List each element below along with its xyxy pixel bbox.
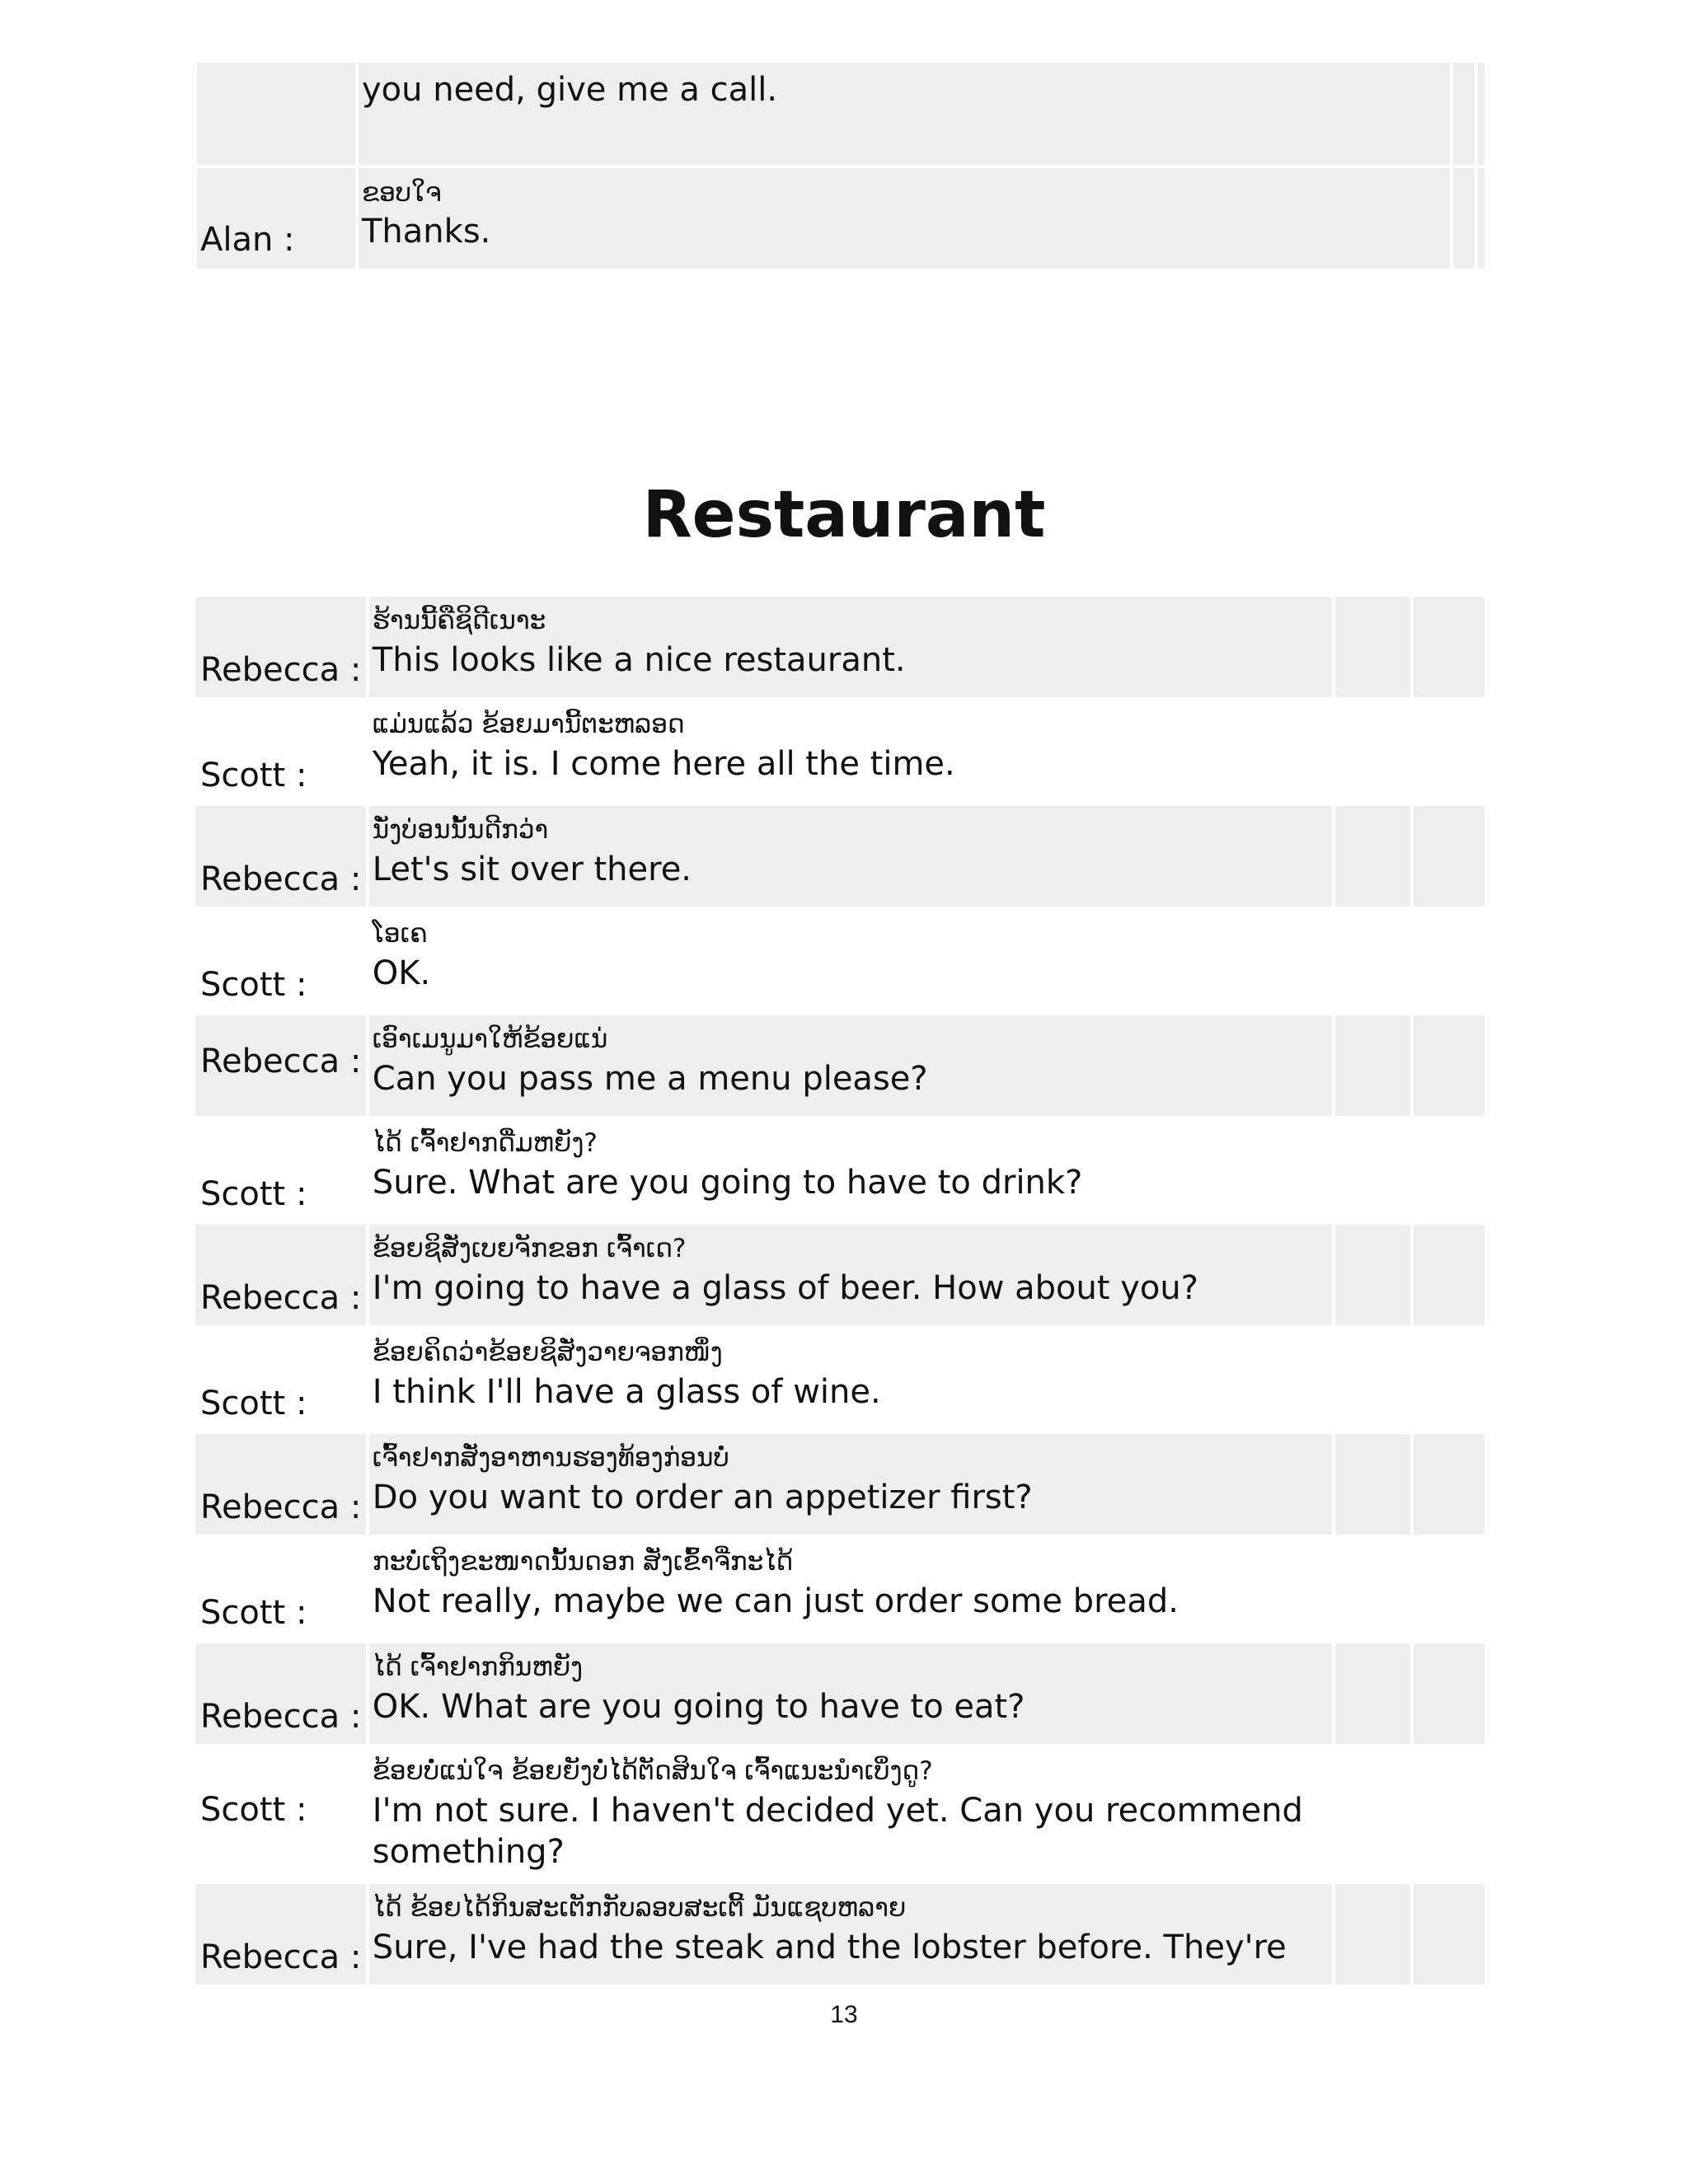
- empty-cell: [1335, 1225, 1409, 1325]
- empty-cell: [1414, 1434, 1484, 1535]
- empty-cell: [1335, 1538, 1409, 1640]
- english-line: Thanks.: [362, 213, 491, 251]
- empty-cell: [1335, 597, 1409, 697]
- lao-line: ເອົາເມນູມາໃຫ້ຂ້ອຍແນ່: [372, 1024, 608, 1054]
- empty-cell: [1414, 1015, 1484, 1116]
- lao-line: ຂ້ອຍຄິດວ່າຂ້ອຍຊິສັ່ງວາຍຈອກໜຶ່ງ: [372, 1338, 723, 1367]
- english-line: Sure, I've had the steak and the lobster before. They're: [372, 1929, 1287, 1966]
- empty-cell: [1414, 910, 1484, 1012]
- english-line: Can you pass me a menu please?: [372, 1060, 928, 1098]
- speaker-cell: Alan :: [197, 168, 355, 269]
- line-cell: [369, 1643, 1333, 1744]
- line-cell: [369, 1747, 1333, 1881]
- line-cell: [359, 63, 1450, 165]
- lao-line: ຂ້ອຍບໍ່ແນ່ໃຈ ຂ້ອຍຍັງບໍ່ໄດ້ຕັດສິນໃຈ ເຈົ້າແນະນຳເບິ່ງດູ?: [372, 1756, 933, 1786]
- line-cell: [369, 701, 1333, 803]
- speaker-cell: Scott :: [200, 1791, 307, 1829]
- english-line: I'm going to have a glass of beer. How about you?: [372, 1269, 1198, 1307]
- empty-cell: [1414, 1119, 1484, 1221]
- english-line: Not really, maybe we can just order some bread.: [372, 1582, 1179, 1620]
- lao-line: ໄດ້ ຂ້ອຍໄດ້ກິນສະເຕັກກັບລອບສະເຕີ້ ມັນແຊບຫລາຍ: [372, 1893, 907, 1923]
- speaker-cell: Rebecca :: [195, 1643, 366, 1744]
- empty-cell: [1414, 1225, 1484, 1325]
- empty-cell: [1414, 701, 1484, 803]
- lao-line: ເຈົ້າຢາກສັ່ງອາຫານຮອງທ້ອງກ່ອນບໍ່: [372, 1443, 729, 1473]
- speaker-cell: Scott :: [200, 1594, 307, 1632]
- lao-line: ຂ້ອຍຊິສັ່ງເບຍຈັກຂອກ ເຈົ້າເດ?: [372, 1234, 687, 1263]
- speaker-cell: Rebecca :: [195, 1225, 366, 1325]
- line-cell: [369, 1015, 1333, 1116]
- table-row: [195, 1015, 1484, 1116]
- english-line: OK. What are you going to have to eat?: [372, 1688, 1025, 1726]
- table-row: [195, 1119, 1484, 1221]
- empty-cell: [1335, 1884, 1409, 1985]
- lao-line: ແມ່ນແລ້ວ ຂ້ອຍມານີ້ຕະຫລອດ: [372, 710, 685, 739]
- english-line: I think I'll have a glass of wine.: [372, 1373, 881, 1411]
- english-line: OK.: [372, 954, 431, 992]
- speaker-cell: Scott :: [200, 1385, 307, 1422]
- line-cell: [369, 1225, 1333, 1325]
- lao-line: ນັ່ງບ່ອນນັ້ນດີກວ່າ: [372, 815, 549, 845]
- lao-line: ກະບໍ່ເຖິງຂະໜາດນັ້ນດອກ ສັ່ງເຂົ້າຈີ່ກະໄດ້: [372, 1547, 794, 1577]
- speaker-cell: Rebecca :: [195, 1434, 366, 1535]
- table-row: [195, 701, 1484, 803]
- empty-cell: [1478, 168, 1484, 269]
- lao-line: ໄດ້ ເຈົ້າຢາກກິນຫຍັງ: [372, 1652, 584, 1682]
- table-row: [195, 1434, 1484, 1535]
- table-row: [195, 597, 1484, 697]
- line-cell: [369, 806, 1333, 907]
- line-cell: [369, 1434, 1333, 1535]
- empty-cell: [1335, 1015, 1409, 1116]
- empty-cell: [1335, 806, 1409, 907]
- empty-cell: [1414, 1884, 1484, 1985]
- empty-cell: [1414, 597, 1484, 697]
- empty-cell: [1335, 701, 1409, 803]
- table-row: [195, 1225, 1484, 1325]
- speaker-cell: Rebecca :: [195, 806, 366, 907]
- line-cell: [359, 168, 1450, 269]
- empty-cell: [1478, 63, 1484, 165]
- english-line: I'm not sure. I haven't decided yet. Can you recommend something?: [372, 1792, 1303, 1871]
- table-row: [195, 1643, 1484, 1744]
- speaker-cell: Scott :: [200, 1175, 307, 1213]
- lao-line: ຂອບໃຈ: [362, 178, 442, 208]
- empty-cell: [1453, 63, 1475, 165]
- english-line: Do you want to order an appetizer first?: [372, 1479, 1033, 1516]
- line-cell: [369, 1119, 1333, 1221]
- empty-cell: [1414, 806, 1484, 907]
- table-row: [195, 1538, 1484, 1640]
- empty-cell: [1335, 1747, 1409, 1881]
- table-row: [195, 1329, 1484, 1431]
- lao-line: ໂອເຄ: [372, 919, 428, 949]
- table-row: [195, 806, 1484, 907]
- dialogue-table: [192, 593, 1488, 1988]
- empty-cell: [1414, 1329, 1484, 1431]
- english-line: Let's sit over there.: [372, 851, 692, 888]
- line-cell: [369, 910, 1333, 1012]
- page-number: 13: [830, 2001, 858, 2028]
- previous-dialogue-table: [194, 59, 1488, 272]
- english-line: you need, give me a call.: [362, 71, 778, 109]
- section-title: Restaurant: [642, 478, 1046, 552]
- speaker-cell: Rebecca :: [195, 597, 366, 697]
- empty-cell: [1453, 168, 1475, 269]
- english-line: Sure. What are you going to have to drink?: [372, 1164, 1083, 1202]
- empty-cell: [1414, 1538, 1484, 1640]
- empty-cell: [1335, 910, 1409, 1012]
- table-row: [195, 910, 1484, 1012]
- empty-cell: [1335, 1119, 1409, 1221]
- english-line: This looks like a nice restaurant.: [372, 641, 906, 679]
- empty-cell: [1335, 1643, 1409, 1744]
- line-cell: [369, 1538, 1333, 1640]
- line-cell: [369, 597, 1333, 697]
- speaker-cell: Scott :: [200, 966, 307, 1004]
- table-row: [197, 168, 1484, 269]
- lao-line: ຮ້ານນີ້ຄືຊິດີເນາະ: [372, 606, 546, 635]
- empty-cell: [1335, 1434, 1409, 1535]
- speaker-cell: [197, 63, 355, 165]
- empty-cell: [1335, 1329, 1409, 1431]
- empty-cell: [1414, 1747, 1484, 1881]
- empty-cell: [1414, 1643, 1484, 1744]
- line-cell: [369, 1884, 1333, 1985]
- speaker-cell: Rebecca :: [195, 1015, 366, 1116]
- line-cell: [369, 1329, 1333, 1431]
- speaker-cell: Rebecca :: [195, 1884, 366, 1985]
- speaker-cell: Scott :: [200, 757, 307, 794]
- table-row: [195, 1747, 1484, 1881]
- lao-line: ໄດ້ ເຈົ້າຢາກດື່ມຫຍັງ?: [372, 1128, 598, 1158]
- table-row: [197, 63, 1484, 165]
- table-row: [195, 1884, 1484, 1985]
- english-line: Yeah, it is. I come here all the time.: [372, 745, 955, 783]
